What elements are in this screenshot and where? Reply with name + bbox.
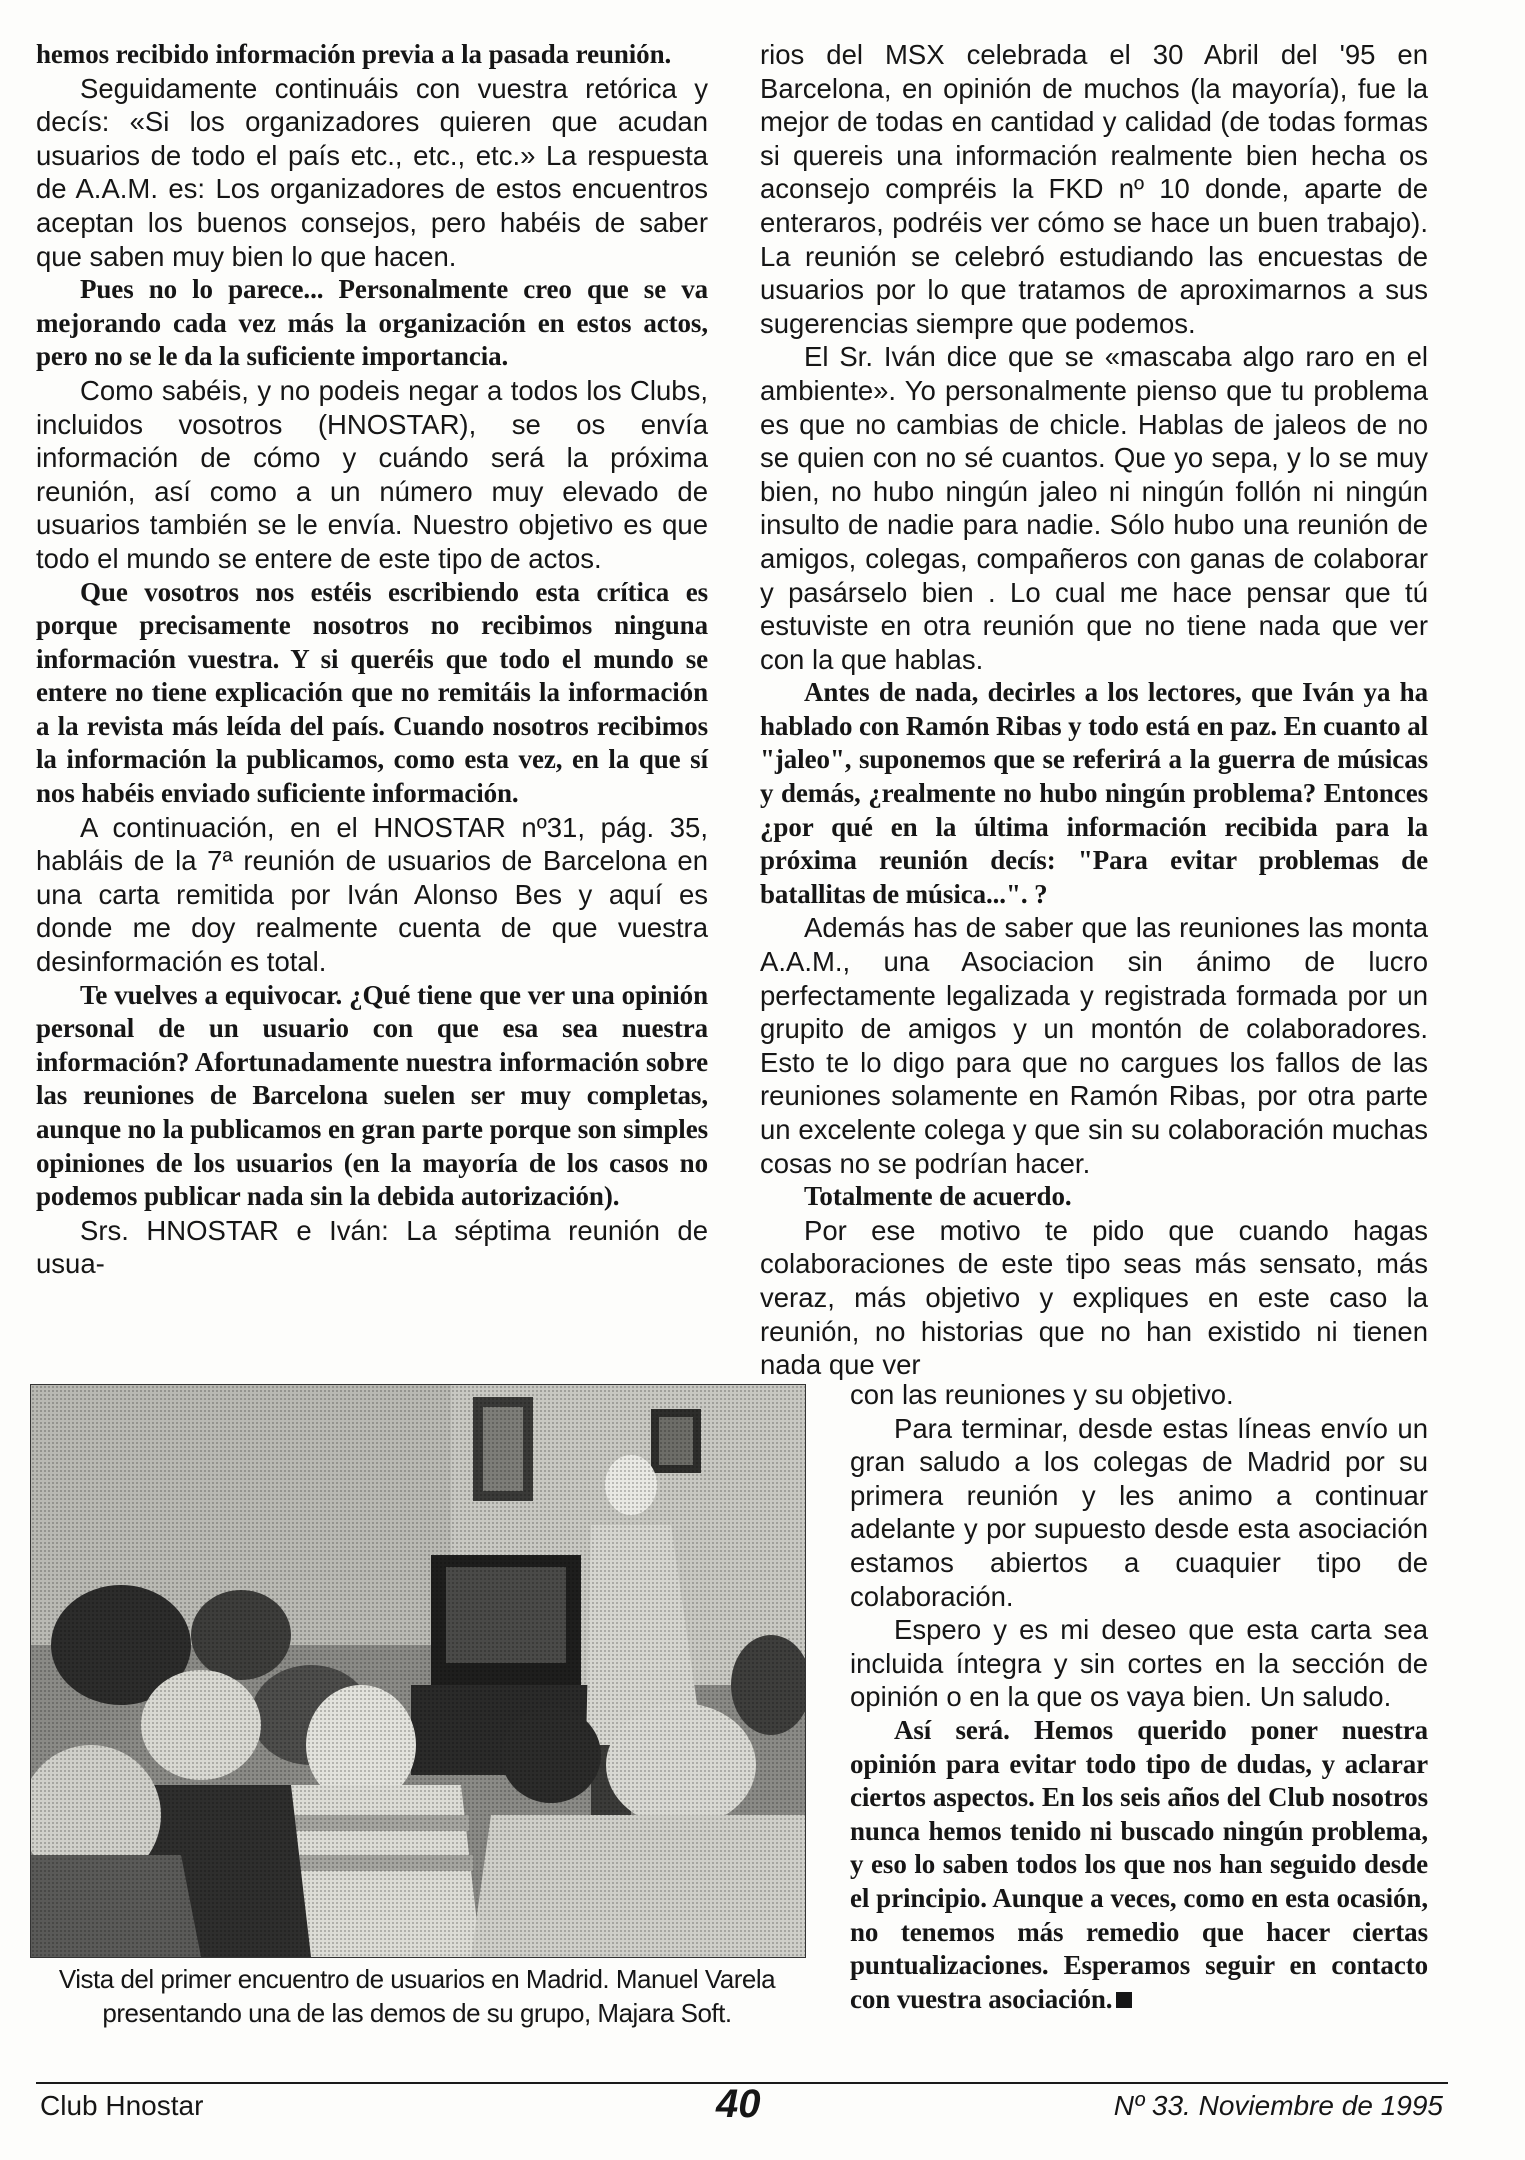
- paragraph-text: Te vuelves a equivocar. ¿Qué tiene que ver una opinión personal de un usuario con que esa sea nuestra información? Afortunadamente nuestra información sobre las reuniones de Barcelona suelen ser muy completas, aunque no la publicamos en gran parte porque son simples opiniones de los usuarios (en la mayoría de los casos no podemos publicar nada sin la debida autorización).: [36, 979, 708, 1212]
- paragraph: [760, 1180, 1428, 1214]
- paragraph: [760, 911, 1428, 1180]
- paragraph: [36, 979, 708, 1214]
- photo-caption: Vista del primer encuentro de usuarios en Madrid. Manuel Varela presentando una de las demos de su grupo, Majara Soft.: [58, 1964, 776, 2028]
- paragraph: [760, 676, 1428, 911]
- right-column: [760, 38, 1428, 1382]
- page-number: 40: [716, 2082, 761, 2126]
- meeting-photo-illustration: [31, 1385, 805, 1957]
- paragraph-text: Srs. HNOSTAR e Iván: La séptima reunión de usua-: [36, 1214, 708, 1280]
- paragraph-text: con las reuniones y su objetivo.: [850, 1379, 1234, 1410]
- paragraph: [850, 1412, 1428, 1614]
- paragraph-text: A continuación, en el HNOSTAR nº31, pág. 35, habláis de la 7ª reunión de usuarios de Barcelona en una carta remitida por Iván Alonso Bes y aquí es donde me doy realmente cuenta de que vuestra desinformación es total.: [36, 811, 708, 978]
- paragraph: [760, 340, 1428, 676]
- paragraph-text: Pues no lo parece... Personalmente creo que se va mejorando cada vez más la organización en estos actos, pero no se le da la suficiente importancia.: [36, 274, 708, 372]
- paragraph: [36, 273, 708, 374]
- paragraph-text: Totalmente de acuerdo.: [804, 1181, 1072, 1212]
- paragraph-text: Antes de nada, decirles a los lectores, que Iván ya ha hablado con Ramón Ribas y todo está en paz. En cuanto al "jaleo", suponemos que se referirá a la guerra de músicas y demás, ¿realmente no hubo ningún problema? Entonces ¿por qué en la última información recibida para la próxima reunión decís: "Para evitar problemas de batallitas de música...". ?: [760, 677, 1429, 909]
- meeting-photo: [30, 1384, 806, 1958]
- paragraph: [850, 1613, 1428, 1714]
- paragraph: [36, 38, 708, 72]
- paragraph-text: Así será. Hemos querido poner nuestra opinión para evitar todo tipo de dudas, y aclarar ciertos aspectos. En los seis años del Club nosotros nunca hemos tenido ni buscado ningún problema, y eso lo saben todos los que nos han seguido desde el principio. Aunque a veces, como en esta ocasión, no tenemos más remedio que hacer ciertas puntualizaciones. Esperamos seguir en contacto con vuestra asociación.: [850, 1714, 1428, 2014]
- paragraph: [36, 374, 708, 576]
- footer-issue: Nº 33. Noviembre de 1995: [1113, 2090, 1443, 2121]
- paragraph: [760, 1214, 1428, 1382]
- paragraph-text: Además has de saber que las reuniones las monta A.A.M., una Asociacion sin ánimo de lucro perfectamente legalizada y registrada formada por un grupito de amigos y un montón de colaboradores. Esto te lo digo para que no cargues los fallos de las reuniones solamente en Ramón Ribas, por otra parte un excelente colega y que sin su colaboración muchas cosas no se podrían hacer.: [760, 912, 1428, 1179]
- paragraph: [850, 1378, 1428, 1412]
- paragraph: [36, 1214, 708, 1281]
- left-column: [36, 38, 708, 1281]
- paragraph-text: Por ese motivo te pido que cuando hagas colaboraciones de este tipo seas más sensato, más veraz, más objetivo y expliques en este caso la reunión, no historias que no han existido ni tienen nada que ver: [760, 1214, 1428, 1381]
- paragraph: [36, 811, 708, 979]
- paragraph-text: rios del MSX celebrada el 30 Abril del '95 en Barcelona, en opinión de muchos (la mayoría), fue la mejor de todas en cantidad y calidad (de todas formas si quereis una información realmente bien hecha os aconsejo compréis la FKD nº 10 donde, aparte de enteraros, podréis ver cómo se hace un buen trabajo). La reunión se celebró estudiando las encuestas de usuarios por lo que tratamos de aproximarnos a sus sugerencias siempre que podemos.: [760, 39, 1428, 339]
- paragraph: [760, 38, 1428, 340]
- paragraph-text: Como sabéis, y no podeis negar a todos los Clubs, incluidos vosotros (HNOSTAR), se os envía información de cómo y cuándo será la próxima reunión, así como a un número muy elevado de usuarios también se le envía. Nuestro objetivo es que todo el mundo se entere de este tipo de actos.: [36, 374, 708, 574]
- paragraph: [850, 1714, 1428, 2016]
- paragraph: [36, 576, 708, 811]
- end-of-article-mark: [1116, 1992, 1132, 2008]
- footer-publication: Club Hnostar: [40, 2090, 204, 2121]
- paragraph-text: Espero y es mi deseo que esta carta sea incluida íntegra y sin cortes en la sección de opinión o en la que os vaya bien. Un saludo.: [850, 1614, 1428, 1713]
- paragraph-text: Que vosotros nos estéis escribiendo esta crítica es porque precisamente nosotros no recibimos ninguna información vuestra. Y si queréis que todo el mundo se entere no tiene explicación que no remitáis la información a la revista más leída del país. Cuando nosotros recibimos la información la publicamos, como esta vez, en la que sí nos habéis enviado suficiente información.: [36, 576, 708, 809]
- paragraph-text: Para terminar, desde estas líneas envío un gran saludo a los colegas de Madrid por su primera reunión y les animo a continuar adelante y por supuesto desde esta asociación estamos abiertos a cuaquier tipo de colaboración.: [850, 1412, 1428, 1612]
- paragraph-text: hemos recibido información previa a la pasada reunión.: [36, 39, 672, 69]
- right-column-lower: [850, 1378, 1428, 2016]
- paragraph-text: El Sr. Iván dice que se «mascaba algo raro en el ambiente». Yo personalmente pienso que tu problema es que no cambias de chicle. Hablas de jaleos de no se quien con no sé cuantos. Que yo sepa, y lo se muy bien, no hubo ningún jaleo ni ningún follón ni ningún insulto de nadie para nadie. Sólo hubo una reunión de amigos, colegas, compañeros con ganas de colaborar y pasárselo bien . Lo cual me hace pensar que tú estuviste en otra reunión que no tiene nada que ver con la que hablas.: [760, 341, 1428, 675]
- paragraph: [36, 72, 708, 274]
- paragraph-text: Seguidamente continuáis con vuestra retórica y decís: «Si los organizadores quieren que acudan usuarios de todo el país etc., etc., etc.» La respuesta de A.A.M. es: Los organizadores de estos encuentros aceptan los buenos consejos, pero habéis de saber que saben muy bien lo que hacen.: [36, 72, 708, 272]
